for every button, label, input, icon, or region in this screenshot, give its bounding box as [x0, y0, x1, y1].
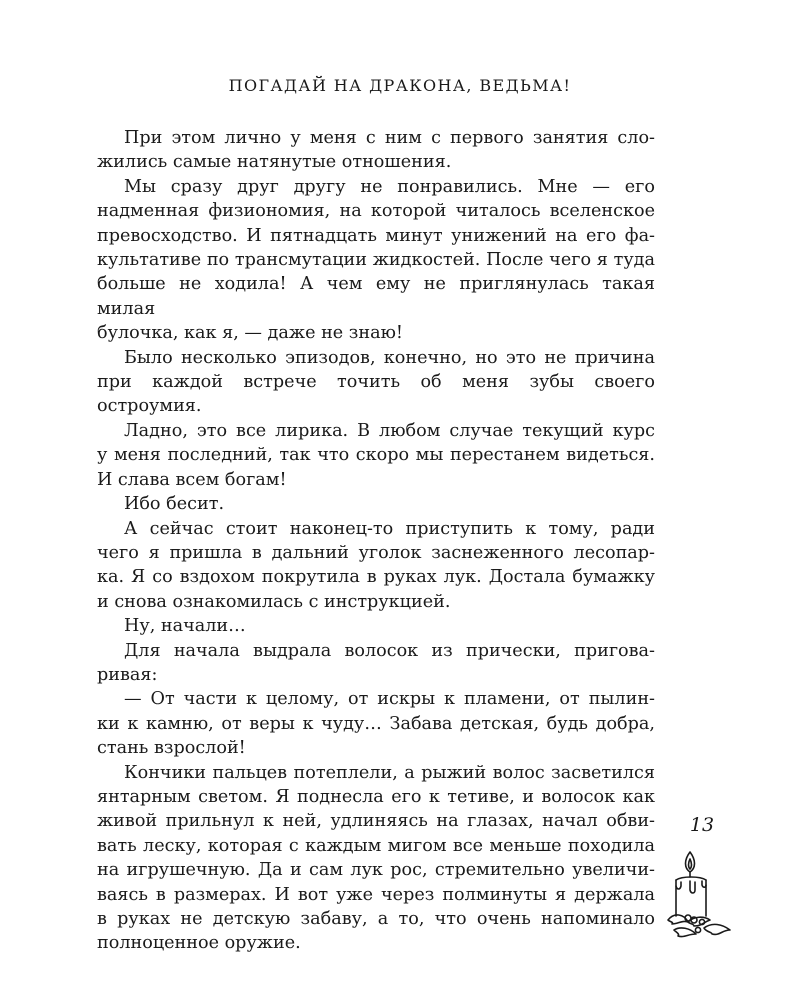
text-line: жились самые натянутые отношения.	[97, 152, 452, 173]
text-line: Для начала выдрала волосок из прически, пригова-	[124, 640, 655, 661]
text-line: Ладно, это все лирика. В любом случае текущий курс	[124, 420, 655, 441]
candle-icon	[664, 846, 736, 942]
text-line: и снова ознакомилась с инструкцией.	[97, 591, 451, 612]
text-line: булочка, как я, — даже не знаю!	[97, 323, 404, 344]
text-line: — От части к целому, от искры к пламени, от пылин-	[124, 689, 655, 710]
text-line: ривая:	[97, 664, 158, 685]
text-line: И слава всем богам!	[97, 469, 287, 490]
text-line: Ну, начали…	[124, 616, 246, 637]
text-line: вать леску, которая с каждым мигом все меньше походила	[97, 835, 655, 856]
text-line: А сейчас стоит наконец-то приступить к тому, ради	[124, 518, 655, 539]
page-number: 13	[689, 814, 715, 836]
text-line: Ибо бесит.	[124, 494, 225, 515]
running-header: ПОГАДАЙ НА ДРАКОНА, ВЕДЬМА!	[228, 76, 572, 95]
text-line: надменная физиономия, на которой читалось вселенское	[97, 201, 655, 222]
text-line: Было несколько эпизодов, конечно, но это не причина	[124, 347, 655, 368]
text-line: ваясь в размерах. И вот уже через полминуты я держала	[97, 884, 655, 905]
text-line: янтарным светом. Я поднесла его к тетиве, и волосок как	[97, 786, 655, 807]
text-line: на игрушечную. Да и сам лук рос, стремительно увеличи-	[97, 860, 655, 881]
text-line: превосходство. И пятнадцать минут унижений на его фа-	[97, 225, 655, 246]
body-text	[97, 126, 655, 956]
text-line: чего я пришла в дальний уголок заснеженного лесопар-	[97, 542, 655, 563]
text-line: в руках не детскую забаву, а то, что очень напоминало	[97, 909, 655, 929]
text-line: при каждой встрече точить об меня зубы своего остроумия.	[97, 372, 655, 417]
text-line: полноценное оружие.	[97, 933, 301, 954]
text-line: живой прильнул к ней, удлиняясь на глазах, начал обви-	[97, 811, 655, 832]
text-line: Кончики пальцев потеплели, а рыжий волос засветился	[124, 762, 655, 783]
text-line: Мы сразу друг другу не понравились. Мне — его	[124, 176, 655, 197]
text-line: ка. Я со вздохом покрутила в руках лук. Достала бумажку	[97, 567, 655, 588]
text-line: больше не ходила! А чем ему не приглянулась такая милая	[97, 274, 655, 319]
text-line: ки к камню, от веры к чуду… Забава детская, будь добра,	[97, 713, 655, 734]
text-line: стань взрослой!	[97, 738, 246, 759]
text-line: При этом лично у меня с ним с первого занятия сло-	[124, 128, 655, 148]
text-line: у меня последний, так что скоро мы перестанем видеться.	[97, 445, 655, 466]
text-line: культативе по трансмутации жидкостей. После чего я туда	[97, 250, 655, 271]
